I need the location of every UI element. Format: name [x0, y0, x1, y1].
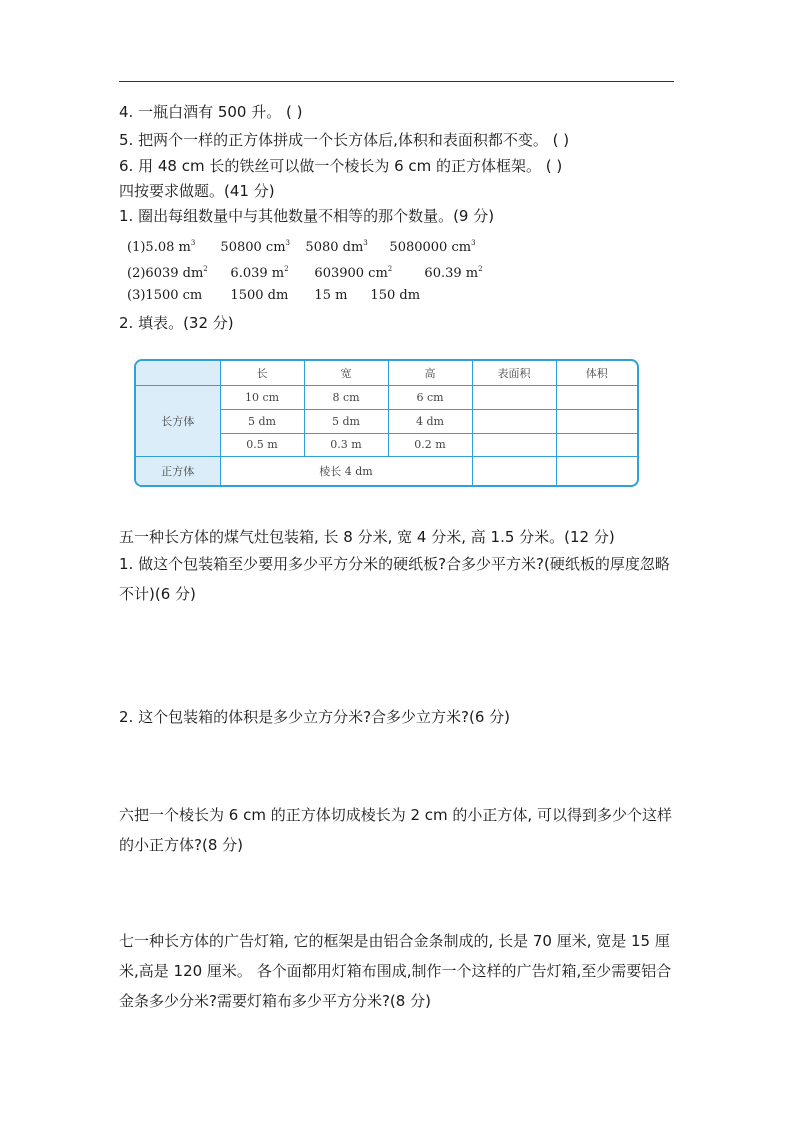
group-2-item: 6.039 m: [230, 266, 285, 281]
question-4: 4. 一瓶白酒有 500 升。 ( ): [119, 103, 303, 121]
table-cell: 8 cm: [304, 386, 388, 410]
group-3-label: (3): [127, 288, 146, 303]
table-cell: 5 dm: [304, 409, 388, 433]
group-3-item: 150 dm: [370, 288, 421, 303]
group-3-item: 15 m: [314, 288, 348, 303]
section-5-heading: 五一种长方体的煤气灶包装箱, 长 8 分米, 宽 4 分米, 高 1.5 分米。(12 分): [119, 528, 615, 546]
row-label-cuboid: 长方体: [136, 386, 220, 457]
group-2-item: 6039 dm: [145, 266, 204, 281]
group-1-item: 5080000 cm: [389, 240, 472, 255]
section-5-question-2: 2. 这个包装箱的体积是多少立方分米?合多少立方米?(6 分): [119, 708, 511, 726]
header-height: 高: [388, 361, 472, 386]
section-4-question-2: 2. 填表。(32 分): [119, 314, 234, 332]
question-5: 5. 把两个一样的正方体拼成一个长方体后,体积和表面积都不变。 ( ): [119, 131, 570, 149]
unit-exponent: 2: [284, 265, 289, 273]
header-volume: 体积: [556, 361, 637, 386]
answer-cell[interactable]: [556, 409, 637, 433]
answer-cell[interactable]: [556, 386, 637, 410]
section-5-question-1: 1. 做这个包装箱至少要用多少平方分米的硬纸板?合多少平方米?(硬纸板的厚度忽略不计)(6 分): [119, 555, 670, 603]
group-1-label: (1): [127, 240, 146, 255]
row-label-cube: 正方体: [136, 457, 220, 485]
group-3-item: 1500 dm: [230, 288, 289, 303]
group-2: [127, 260, 483, 283]
group-2-item: 603900 cm: [314, 266, 388, 281]
table-cell: 0.5 m: [220, 433, 304, 457]
table-cell: 0.3 m: [304, 433, 388, 457]
group-3-item: 1500 cm: [145, 288, 203, 303]
answer-cell[interactable]: [556, 457, 637, 485]
answer-cell[interactable]: [556, 433, 637, 457]
group-2-label: (2): [127, 266, 146, 281]
group-1: [127, 234, 476, 257]
unit-exponent: 2: [478, 265, 483, 273]
unit-exponent: 3: [363, 239, 368, 247]
group-1-item: 5.08 m: [145, 240, 191, 255]
answer-cell[interactable]: [472, 409, 556, 433]
header-width: 宽: [304, 361, 388, 386]
section-7: 七一种长方体的广告灯箱, 它的框架是由铝合金条制成的, 长是 70 厘米, 宽是 15 厘米,高是 120 厘米。 各个面都用灯箱布围成,制作一个这样的广告灯箱,至少需要铝合金条多少分米?需要灯箱布多少平方分米?(8 分): [119, 932, 672, 1010]
table-cell: 6 cm: [388, 386, 472, 410]
table-cell: 10 cm: [220, 386, 304, 410]
top-rule: [119, 81, 674, 82]
group-3: [127, 287, 420, 305]
group-2-item: 60.39 m: [424, 266, 479, 281]
cube-edge-cell: 棱长 4 dm: [220, 457, 472, 485]
table-cell: 5 dm: [220, 409, 304, 433]
table-corner: [136, 361, 220, 386]
unit-exponent: 3: [471, 239, 476, 247]
question-6: 6. 用 48 cm 长的铁丝可以做一个棱长为 6 cm 的正方体框架。 ( ): [119, 157, 563, 175]
group-1-item: 50800 cm: [220, 240, 286, 255]
unit-exponent: 3: [190, 239, 196, 247]
header-length: 长: [220, 361, 304, 386]
unit-exponent: 2: [387, 265, 393, 273]
answer-cell[interactable]: [472, 457, 556, 485]
unit-exponent: 2: [203, 265, 208, 273]
group-1-item: 5080 dm: [305, 240, 364, 255]
answer-cell[interactable]: [472, 433, 556, 457]
unit-exponent: 3: [285, 239, 290, 247]
header-surface-area: 表面积: [472, 361, 556, 386]
answer-cell[interactable]: [472, 386, 556, 410]
section-4-question-1: 1. 圈出每组数量中与其他数量不相等的那个数量。(9 分): [119, 207, 495, 225]
section-6: 六把一个棱长为 6 cm 的正方体切成棱长为 2 cm 的小正方体, 可以得到多少个这样的小正方体?(8 分): [119, 806, 672, 854]
fill-in-table: [134, 359, 639, 487]
section-4-heading: 四按要求做题。(41 分): [119, 182, 275, 200]
table-cell: 0.2 m: [388, 433, 472, 457]
table-cell: 4 dm: [388, 409, 472, 433]
